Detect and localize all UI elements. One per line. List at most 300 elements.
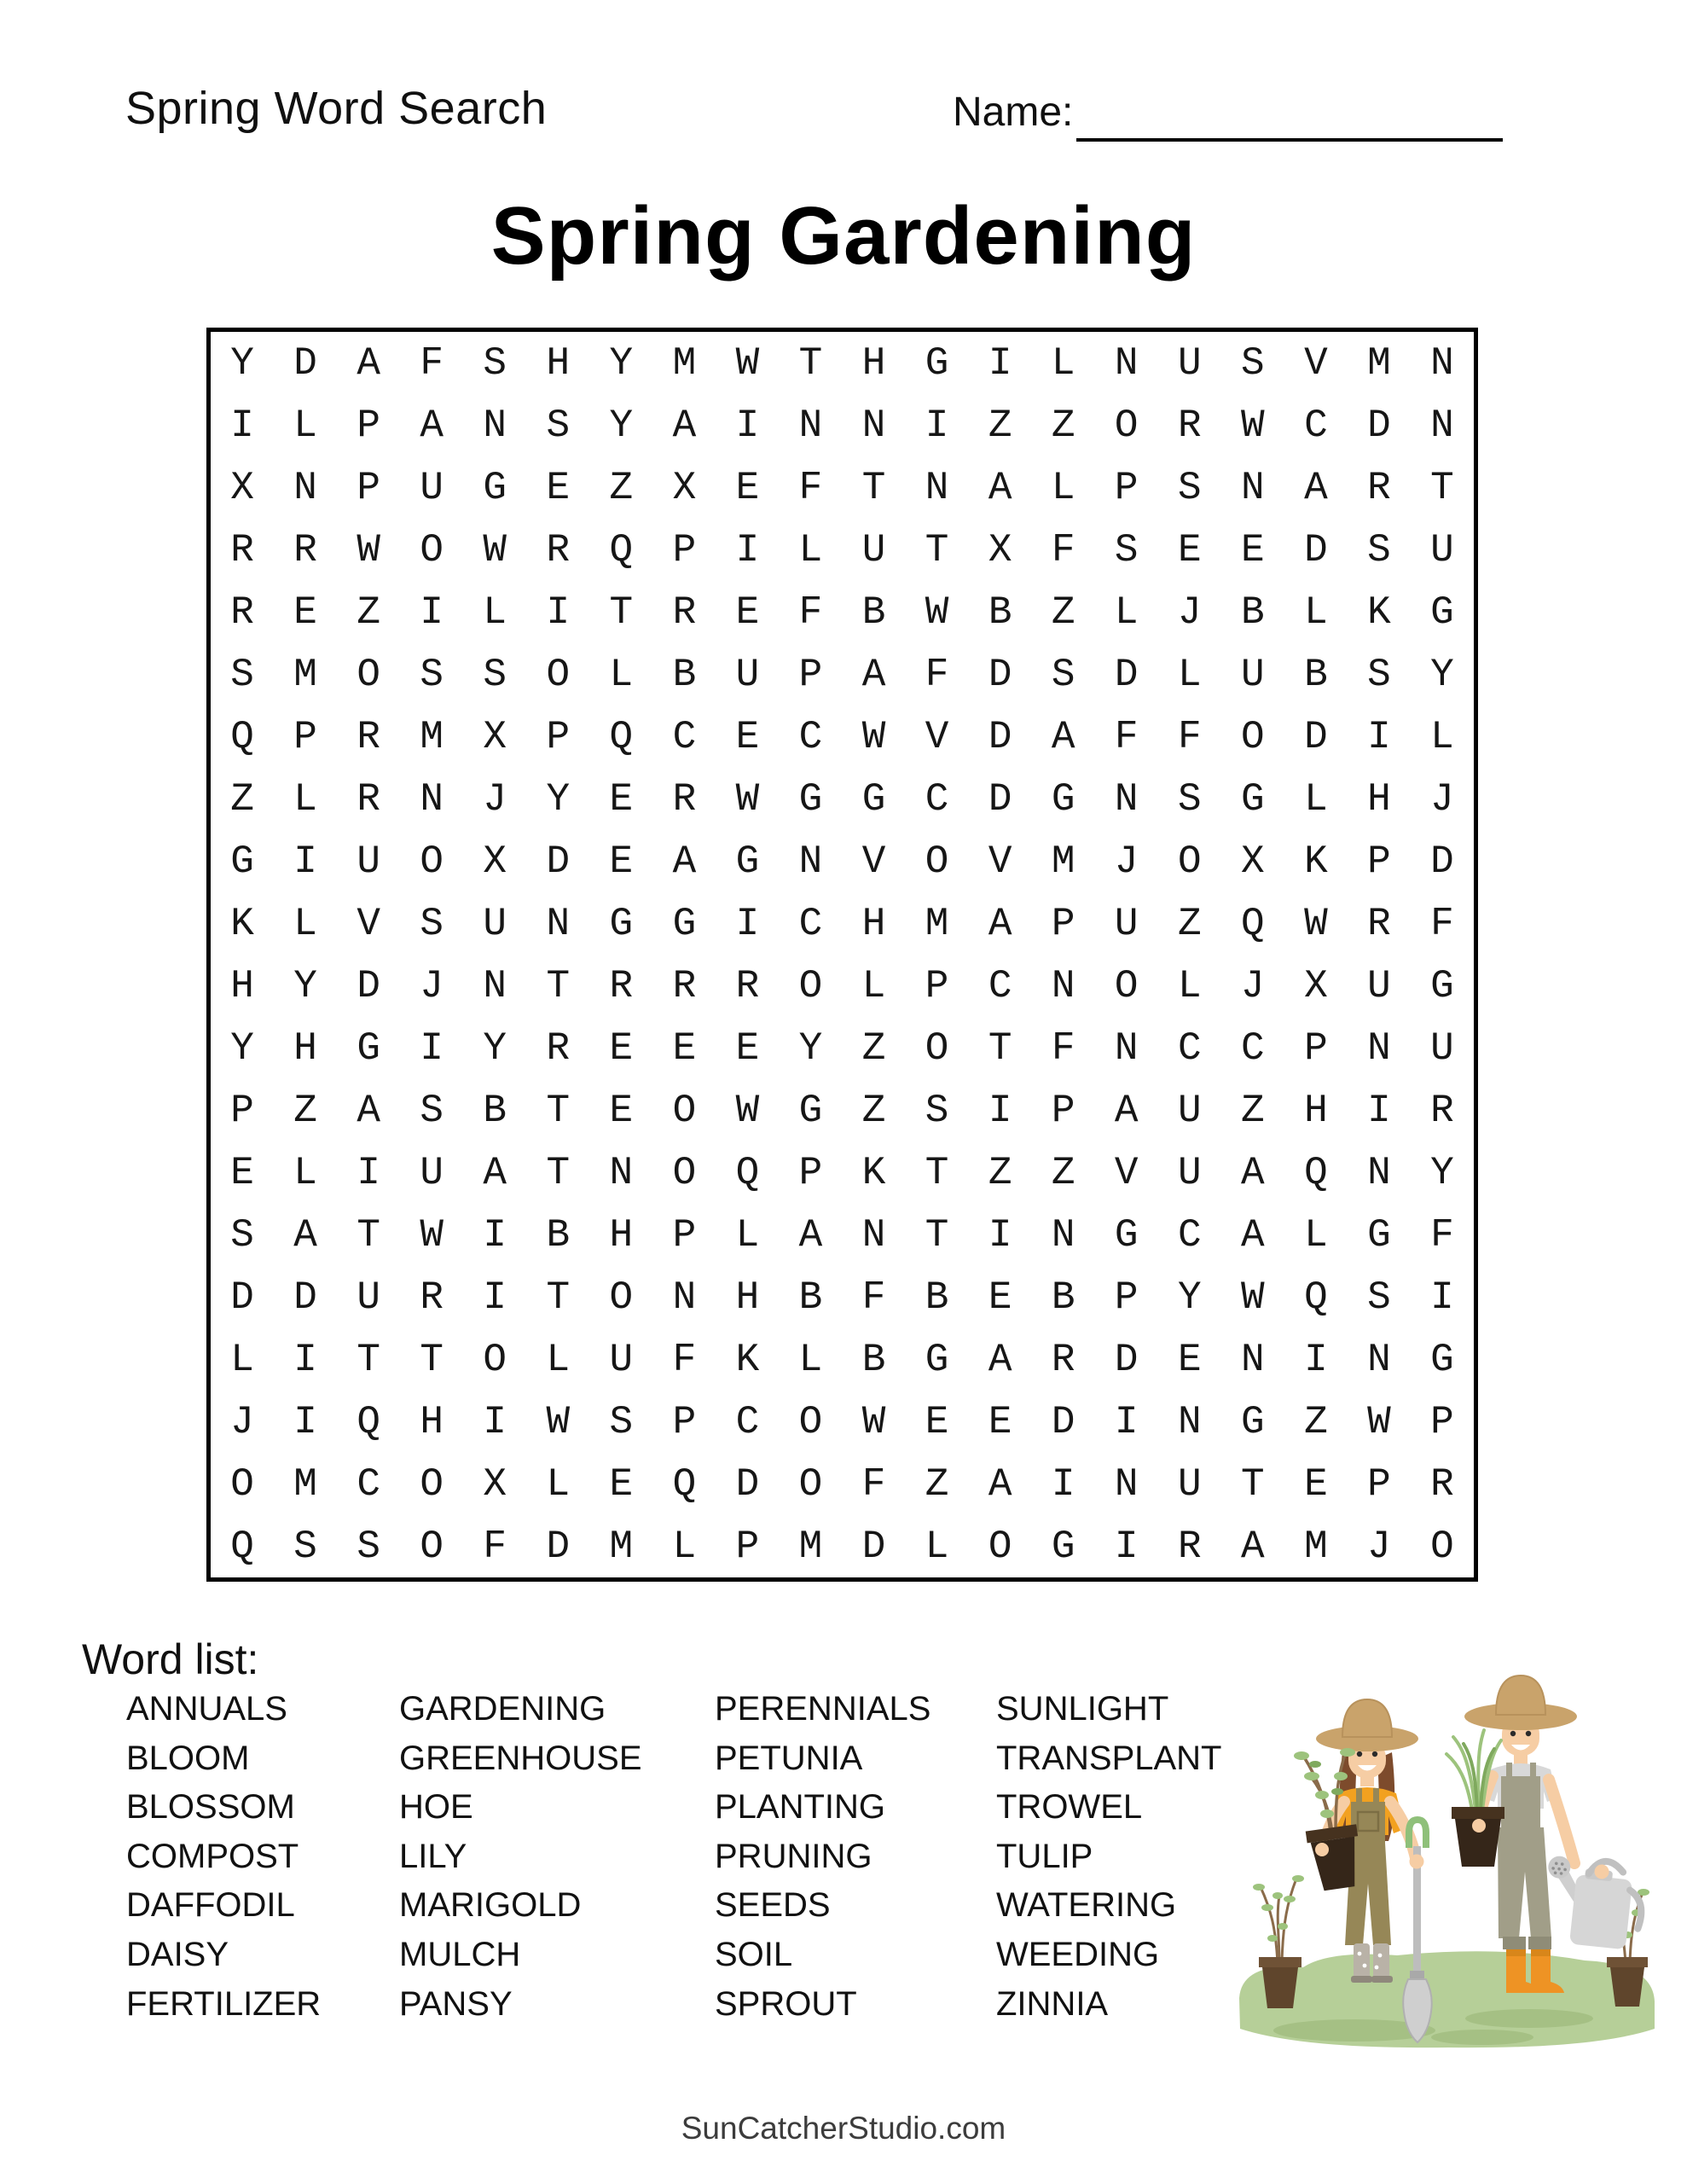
grid-letter: H <box>609 1212 634 1258</box>
grid-letter: S <box>420 901 443 946</box>
grid-letter: F <box>1051 527 1075 572</box>
grid-letter: D <box>1114 1337 1139 1382</box>
grid-letter: S <box>420 1088 443 1133</box>
grid-letter: I <box>735 403 760 448</box>
grid-letter: L <box>861 963 886 1008</box>
grid-letter: S <box>1114 527 1139 572</box>
grid-letter: R <box>1177 1524 1202 1569</box>
grid-letter: Q <box>1304 1275 1328 1320</box>
grid-letter: L <box>293 403 317 448</box>
grid-letter: V <box>1304 340 1328 386</box>
grid-letter: B <box>546 1212 571 1258</box>
grid-letter: E <box>735 714 760 759</box>
word-list-item: BLOOM <box>126 1739 250 1777</box>
grid-letter: A <box>798 1212 823 1258</box>
grid-letter: W <box>1304 901 1328 946</box>
grid-letter: G <box>1241 1399 1265 1444</box>
grid-letter: B <box>861 1337 886 1382</box>
grid-letter: A <box>357 340 380 386</box>
grid-letter: C <box>988 963 1012 1008</box>
word-list-item: PANSY <box>399 1984 513 2023</box>
grid-letter: S <box>357 1524 380 1569</box>
grid-letter: A <box>293 1212 317 1258</box>
grid-letter: D <box>1304 714 1328 759</box>
grid-letter: S <box>230 1212 254 1258</box>
grid-letter: Y <box>230 1025 254 1071</box>
grid-letter: G <box>1430 590 1454 635</box>
grid-letter: D <box>1304 527 1328 572</box>
grid-letter: M <box>1304 1524 1328 1569</box>
grid-letter: K <box>861 1150 886 1195</box>
grid-letter: G <box>609 901 634 946</box>
grid-letter: L <box>293 1150 317 1195</box>
grid-letter: R <box>546 1025 571 1071</box>
grid-letter: G <box>1430 963 1454 1008</box>
grid-letter: L <box>483 590 507 635</box>
grid-letter: U <box>1177 340 1202 386</box>
grid-letter: T <box>420 1337 443 1382</box>
word-list-item: HOE <box>399 1788 473 1827</box>
grid-letter: Y <box>1177 1275 1202 1320</box>
grid-letter: I <box>925 403 949 448</box>
grid-letter: Q <box>1304 1150 1328 1195</box>
grid-letter: Y <box>293 963 317 1008</box>
grid-letter: G <box>1114 1212 1139 1258</box>
grid-letter: L <box>1177 652 1202 697</box>
grid-letter: N <box>1367 1337 1391 1382</box>
grid-letter: H <box>420 1399 443 1444</box>
grid-letter: F <box>861 1461 886 1507</box>
grid-letter: O <box>1430 1524 1454 1569</box>
grid-letter: K <box>230 901 254 946</box>
grid-letter: I <box>357 1150 380 1195</box>
grid-letter: A <box>988 901 1012 946</box>
grid-letter: S <box>609 1399 634 1444</box>
grid-letter: T <box>925 1150 949 1195</box>
grid-letter: Z <box>861 1088 886 1133</box>
grid-letter: W <box>735 340 760 386</box>
grid-letter: G <box>925 340 949 386</box>
grid-letter: G <box>483 465 507 510</box>
grid-letter: L <box>1304 776 1328 822</box>
grid-letter: F <box>420 340 443 386</box>
grid-letter: T <box>1241 1461 1265 1507</box>
grid-letter: U <box>861 527 886 572</box>
grid-letter: I <box>420 590 443 635</box>
grid-letter: O <box>230 1461 254 1507</box>
grid-letter: T <box>546 963 571 1008</box>
grid-letter: E <box>230 1150 254 1195</box>
grid-letter: L <box>1114 590 1139 635</box>
grid-letter: P <box>1304 1025 1328 1071</box>
grid-letter: O <box>798 1461 823 1507</box>
grid-letter: W <box>357 527 380 572</box>
grid-letter: N <box>1114 340 1139 386</box>
grid-letter: N <box>1051 963 1075 1008</box>
grid-letter: E <box>546 465 571 510</box>
grid-letter: H <box>546 340 571 386</box>
grid-letter: J <box>230 1399 254 1444</box>
grid-letter: L <box>293 776 317 822</box>
grid-letter: M <box>925 901 949 946</box>
grid-letter: C <box>357 1461 380 1507</box>
grid-letter: B <box>925 1275 949 1320</box>
grid-letter: J <box>420 963 443 1008</box>
word-list-item: SPROUT <box>715 1984 857 2023</box>
grid-letter: Z <box>1304 1399 1328 1444</box>
grid-letter: Z <box>357 590 380 635</box>
grid-letter: N <box>546 901 571 946</box>
grid-letter: U <box>1430 1025 1454 1071</box>
grid-letter: A <box>672 403 697 448</box>
grid-letter: W <box>861 714 886 759</box>
grid-letter: I <box>1051 1461 1075 1507</box>
grid-letter: A <box>1051 714 1075 759</box>
grid-letter: O <box>483 1337 507 1382</box>
grid-letter: D <box>1114 652 1139 697</box>
grid-letter: S <box>546 403 571 448</box>
grid-letter: F <box>1114 714 1139 759</box>
grid-letter: A <box>1241 1212 1265 1258</box>
grid-letter: U <box>1430 527 1454 572</box>
grid-letter: D <box>1051 1399 1075 1444</box>
word-list-item: LILY <box>399 1837 467 1875</box>
grid-letter: O <box>672 1088 697 1133</box>
grid-letter: N <box>293 465 317 510</box>
grid-letter: R <box>1367 465 1391 510</box>
grid-letter: O <box>988 1524 1012 1569</box>
grid-letter: O <box>672 1150 697 1195</box>
grid-letter: P <box>1051 1088 1075 1133</box>
grid-letter: P <box>1367 839 1391 884</box>
page-title: Spring Word Search <box>125 83 548 134</box>
grid-letter: I <box>230 403 254 448</box>
grid-letter: R <box>1430 1088 1454 1133</box>
grid-letter: J <box>1367 1524 1391 1569</box>
word-list-item: PETUNIA <box>715 1739 863 1777</box>
grid-letter: M <box>293 1461 317 1507</box>
grid-letter: S <box>1051 652 1075 697</box>
word-list-item: SUNLIGHT <box>996 1690 1169 1728</box>
grid-letter: N <box>672 1275 697 1320</box>
grid-letter: O <box>357 652 380 697</box>
grid-letter: X <box>483 1461 507 1507</box>
grass-ground <box>1239 1951 1655 2048</box>
grid-letter: P <box>1367 1461 1391 1507</box>
grid-letter: U <box>609 1337 634 1382</box>
word-list-item: TROWEL <box>996 1788 1143 1827</box>
grid-letter: M <box>1051 839 1075 884</box>
grid-letter: U <box>1114 901 1139 946</box>
grid-letter: P <box>230 1088 254 1133</box>
grid-letter: N <box>483 403 507 448</box>
grid-letter: Q <box>609 714 634 759</box>
grid-letter: G <box>861 776 886 822</box>
grid-letter: Z <box>925 1461 949 1507</box>
grid-letter: Q <box>672 1461 697 1507</box>
grid-letter: Q <box>609 527 634 572</box>
grid-letter: F <box>483 1524 507 1569</box>
grid-letter: O <box>420 839 443 884</box>
grid-letter: R <box>293 527 317 572</box>
grid-letter: B <box>1051 1275 1075 1320</box>
grid-letter: T <box>798 340 823 386</box>
grid-letter: D <box>988 776 1012 822</box>
grid-letter: Z <box>988 1150 1012 1195</box>
grid-letter: G <box>1241 776 1265 822</box>
grid-letter: D <box>546 1524 571 1569</box>
grid-letter: A <box>483 1150 507 1195</box>
grid-letter: U <box>1177 1461 1202 1507</box>
word-list-item: PERENNIALS <box>715 1690 931 1728</box>
grid-letter: D <box>1367 403 1391 448</box>
grid-letter: S <box>420 652 443 697</box>
grid-letter: G <box>1051 776 1075 822</box>
grid-letter: H <box>230 963 254 1008</box>
grid-letter: P <box>672 1212 697 1258</box>
grid-letter: I <box>735 901 760 946</box>
grid-letter: Q <box>230 714 254 759</box>
grid-letter: U <box>1177 1150 1202 1195</box>
grid-letter: X <box>1241 839 1265 884</box>
grid-letter: G <box>735 839 760 884</box>
grid-letter: T <box>546 1275 571 1320</box>
grid-letter: V <box>861 839 886 884</box>
grid-letter: H <box>1367 776 1391 822</box>
grid-letter: E <box>925 1399 949 1444</box>
grid-letter: T <box>357 1337 380 1382</box>
grid-letter: S <box>230 652 254 697</box>
word-list-column <box>399 1685 642 2029</box>
grid-letter: Z <box>1051 403 1075 448</box>
grid-letter: G <box>672 901 697 946</box>
grid-letter: Z <box>293 1088 317 1133</box>
grid-letter: Y <box>798 1025 823 1071</box>
grid-letter: P <box>672 527 697 572</box>
grid-letter: T <box>546 1150 571 1195</box>
grid-letter: X <box>672 465 697 510</box>
word-list-item: ZINNIA <box>996 1984 1109 2023</box>
grid-letter: R <box>672 963 697 1008</box>
grid-letter: I <box>1114 1399 1139 1444</box>
grid-letter: I <box>546 590 571 635</box>
grid-letter: R <box>546 527 571 572</box>
word-list-item: MARIGOLD <box>399 1886 582 1925</box>
grid-letter: C <box>735 1399 760 1444</box>
grid-letter: R <box>1177 403 1202 448</box>
grid-letter: N <box>1051 1212 1075 1258</box>
grid-letter: X <box>988 527 1012 572</box>
grid-letter: Y <box>483 1025 507 1071</box>
grid-letter: F <box>925 652 949 697</box>
grid-letter: P <box>1114 1275 1139 1320</box>
grid-letter: L <box>1430 714 1454 759</box>
word-list-item: ANNUALS <box>126 1690 287 1728</box>
grid-letter: Z <box>1051 1150 1075 1195</box>
grid-letter: A <box>1304 465 1328 510</box>
grid-letter: H <box>861 901 886 946</box>
grid-letter: X <box>483 714 507 759</box>
grid-letter: N <box>1241 1337 1265 1382</box>
grid-letter: U <box>735 652 760 697</box>
grid-letter: D <box>230 1275 254 1320</box>
grid-letter: L <box>546 1337 571 1382</box>
grid-letter: P <box>357 465 380 510</box>
grid-letter: C <box>798 714 823 759</box>
grid-letter: I <box>293 1399 317 1444</box>
grid-letter: R <box>357 714 380 759</box>
grid-letter: S <box>1177 776 1202 822</box>
grid-letter: T <box>988 1025 1012 1071</box>
grid-letter: I <box>1367 714 1391 759</box>
grid-letter: N <box>861 1212 886 1258</box>
grid-letter: F <box>1051 1025 1075 1071</box>
word-list-label: Word list: <box>82 1635 259 1683</box>
grid-letter: U <box>1177 1088 1202 1133</box>
grid-letter: D <box>988 714 1012 759</box>
grid-letter: V <box>988 839 1012 884</box>
grid-letter: Y <box>230 340 254 386</box>
grid-letter: Q <box>735 1150 760 1195</box>
grid-letter: P <box>798 652 823 697</box>
grid-letter: B <box>988 590 1012 635</box>
word-list-item: FERTILIZER <box>126 1984 322 2023</box>
grid-letter: P <box>357 403 380 448</box>
grid-letter: P <box>1051 901 1075 946</box>
grid-letter: E <box>609 1461 634 1507</box>
grid-letter: W <box>546 1399 571 1444</box>
grid-letter: W <box>925 590 949 635</box>
grid-letter: O <box>420 1461 443 1507</box>
word-list-item: WATERING <box>996 1886 1177 1925</box>
grid-letter: I <box>988 1212 1012 1258</box>
grid-letter: O <box>1241 714 1265 759</box>
grid-letter: Z <box>988 403 1012 448</box>
grid-letter: R <box>1430 1461 1454 1507</box>
grid-letter: D <box>861 1524 886 1569</box>
grid-letter: I <box>483 1399 507 1444</box>
grid-letter: W <box>861 1399 886 1444</box>
grid-letter: H <box>293 1025 317 1071</box>
grid-letter: J <box>1114 839 1139 884</box>
grid-letter: N <box>861 403 886 448</box>
grid-letter: D <box>988 652 1012 697</box>
grid-letter: U <box>420 1150 443 1195</box>
grid-letter: T <box>1430 465 1454 510</box>
grid-letter: I <box>483 1275 507 1320</box>
grid-letter: H <box>861 340 886 386</box>
grid-letter: W <box>735 1088 760 1133</box>
grid-letter: N <box>1367 1025 1391 1071</box>
grid-letter: O <box>1114 403 1139 448</box>
grid-letter: N <box>1241 465 1265 510</box>
grid-letter: E <box>609 839 634 884</box>
grid-letter: B <box>861 590 886 635</box>
grid-letter: Q <box>357 1399 380 1444</box>
grid-letter: N <box>1367 1150 1391 1195</box>
word-list-item: MULCH <box>399 1935 521 1973</box>
grid-letter: L <box>1304 1212 1328 1258</box>
grid-letter: I <box>420 1025 443 1071</box>
grid-letter: W <box>1241 403 1265 448</box>
grid-letter: C <box>798 901 823 946</box>
grid-letter: W <box>735 776 760 822</box>
grid-letter: B <box>798 1275 823 1320</box>
grid-letter: Y <box>1430 1150 1454 1195</box>
grid-letter: K <box>1367 590 1391 635</box>
grid-letter: Y <box>609 403 634 448</box>
grid-letter: V <box>1114 1150 1139 1195</box>
grid-letter: T <box>609 590 634 635</box>
grid-letter: F <box>672 1337 697 1382</box>
grid-letter: S <box>1367 1275 1391 1320</box>
grid-letter: F <box>1177 714 1202 759</box>
grid-letter: C <box>1304 403 1328 448</box>
grid-letter: A <box>988 1337 1012 1382</box>
word-list-item: TULIP <box>996 1837 1093 1875</box>
grid-letter: O <box>546 652 571 697</box>
grid-letter: M <box>609 1524 634 1569</box>
grid-letter: Z <box>861 1025 886 1071</box>
grid-letter: O <box>925 839 949 884</box>
grid-letter: I <box>483 1212 507 1258</box>
grid-letter: I <box>988 1088 1012 1133</box>
grid-letter: I <box>1304 1337 1328 1382</box>
grid-letter: P <box>1430 1399 1454 1444</box>
word-list-item: PLANTING <box>715 1788 886 1827</box>
grid-letter: A <box>1114 1088 1139 1133</box>
grid-letter: X <box>230 465 254 510</box>
grid-letter: Q <box>1241 901 1265 946</box>
grid-letter: Z <box>230 776 254 822</box>
grid-letter: Z <box>1051 590 1075 635</box>
grid-letter: D <box>293 340 317 386</box>
grid-letter: F <box>798 590 823 635</box>
grid-letter: S <box>1241 340 1265 386</box>
grid-letter: O <box>798 1399 823 1444</box>
grid-letter: O <box>798 963 823 1008</box>
grid-letter: T <box>925 527 949 572</box>
grid-letter: F <box>861 1275 886 1320</box>
grid-letter: L <box>672 1524 697 1569</box>
grid-letter: C <box>672 714 697 759</box>
grid-letter: P <box>735 1524 760 1569</box>
grid-letter: G <box>798 776 823 822</box>
grid-letter: G <box>1051 1524 1075 1569</box>
grid-letter: N <box>483 963 507 1008</box>
grid-letter: S <box>293 1524 317 1569</box>
word-list-item: SEEDS <box>715 1886 831 1925</box>
grid-letter: C <box>1177 1025 1202 1071</box>
grid-letter: F <box>798 465 823 510</box>
word-list-item: TRANSPLANT <box>996 1739 1222 1777</box>
grid-letter: J <box>1430 776 1454 822</box>
grid-letter: A <box>1241 1150 1265 1195</box>
grid-letter: G <box>1367 1212 1391 1258</box>
grid-letter: U <box>1367 963 1391 1008</box>
grid-letter: E <box>735 465 760 510</box>
grid-letter: A <box>672 839 697 884</box>
grid-letter: I <box>1367 1088 1391 1133</box>
grid-letter: J <box>1241 963 1265 1008</box>
boot-left <box>1351 1943 1372 1983</box>
grid-letter: O <box>420 527 443 572</box>
grid-letter: E <box>1177 1337 1202 1382</box>
word-list-item: GARDENING <box>399 1690 606 1728</box>
grid-letter: Z <box>1177 901 1202 946</box>
grid-letter: P <box>293 714 317 759</box>
grid-letter: R <box>672 776 697 822</box>
